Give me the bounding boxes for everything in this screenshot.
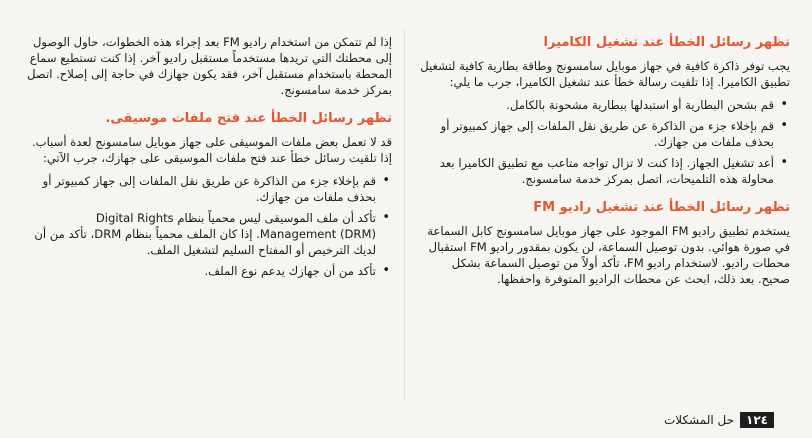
camera-error-intro: يجب توفر ذاكرة كافية في جهاز موبايل سامسونج وطاقة بطارية كافية لتشغيل تطبيق الكاميرا. إذا تلقيت رسالة خطأ عند تشغيل الكاميرا، جرب ما يلي:	[420, 59, 790, 89]
camera-error-heading: تظهر رسائل الخطأ عند تشغيل الكاميرا	[543, 35, 790, 50]
music-error-heading: تظهر رسائل الخطأ عند فتح ملفات موسيقى.	[105, 111, 392, 126]
page-number: ١٢٤	[740, 412, 774, 428]
music-error-list	[20, 173, 392, 279]
page-footer	[664, 412, 774, 428]
column-divider	[404, 30, 405, 400]
camera-error-list	[420, 97, 790, 187]
list-item: • قم بشحن البطارية أو استبدلها ببطارية مشحونة بالكامل.	[420, 97, 790, 113]
music-error-intro: قد لا تعمل بعض ملفات الموسيقى على جهاز موبايل سامسونج لعدة أسباب. إذا تلقيت رسائل خطأ عند فتح ملفات الموسيقى على جهازك، جرب الآتي:	[31, 135, 392, 165]
left-column	[20, 34, 392, 285]
list-item: • قم بإخلاء جزء من الذاكرة عن طريق نقل الملفات إلى جهاز كمبيوتر أو بحذف ملفات من جهازك.	[20, 173, 392, 205]
section-label: حل المشكلات	[663, 413, 735, 427]
list-item: • تأكد من أن جهازك يدعم نوع الملف.	[20, 263, 392, 279]
list-item: • أعد تشغيل الجهاز. إذا كنت لا تزال تواجه متاعب مع تطبيق الكاميرا بعد محاولة هذه التلميحات، اتصل بمركز خدمة سامسونج.	[420, 155, 790, 187]
list-item: • تأكد أن ملف الموسيقى ليس محمياً بنظام Digital Rights Management (DRM). إذا كان الملف محمياً بنظام DRM، تأكد من أن لديك الترخيص أو المفتاح السليم لتشغيل الملف.	[20, 210, 392, 258]
list-item: • قم بإخلاء جزء من الذاكرة عن طريق نقل الملفات إلى جهاز كمبيوتر أو بحذف ملفات من جهازك.	[420, 118, 790, 150]
fm-radio-error-body: يستخدم تطبيق راديو FM الموجود على جهاز موبايل سامسونج كابل السماعة في صورة هوائي. بدون توصيل السماعة، لن يكون بمقدور راديو FM استقبال محطات راديو. لاستخدام راديو FM، تأكد أولاً من توصيل السماعة بشكل صحيح. بعد ذلك، ابحث عن محطات الراديو المتوفرة واحفظها.	[427, 224, 790, 286]
right-column	[420, 34, 790, 294]
fm-radio-error-heading: تظهر رسائل الخطأ عند تشغيل راديو FM	[533, 200, 790, 215]
fm-radio-continued: إذا لم تتمكن من استخدام راديو FM بعد إجراء هذه الخطوات، حاول الوصول إلى محطتك التي تريدها مستخدماً مستقبل راديو آخر. إذا كنت تستطيع سماع المحطة باستخدام مستقبل آخر، فقد يكون جهازك في حاجة إلى إصلاح. اتصل بمركز خدمة سامسونج.	[27, 35, 392, 97]
